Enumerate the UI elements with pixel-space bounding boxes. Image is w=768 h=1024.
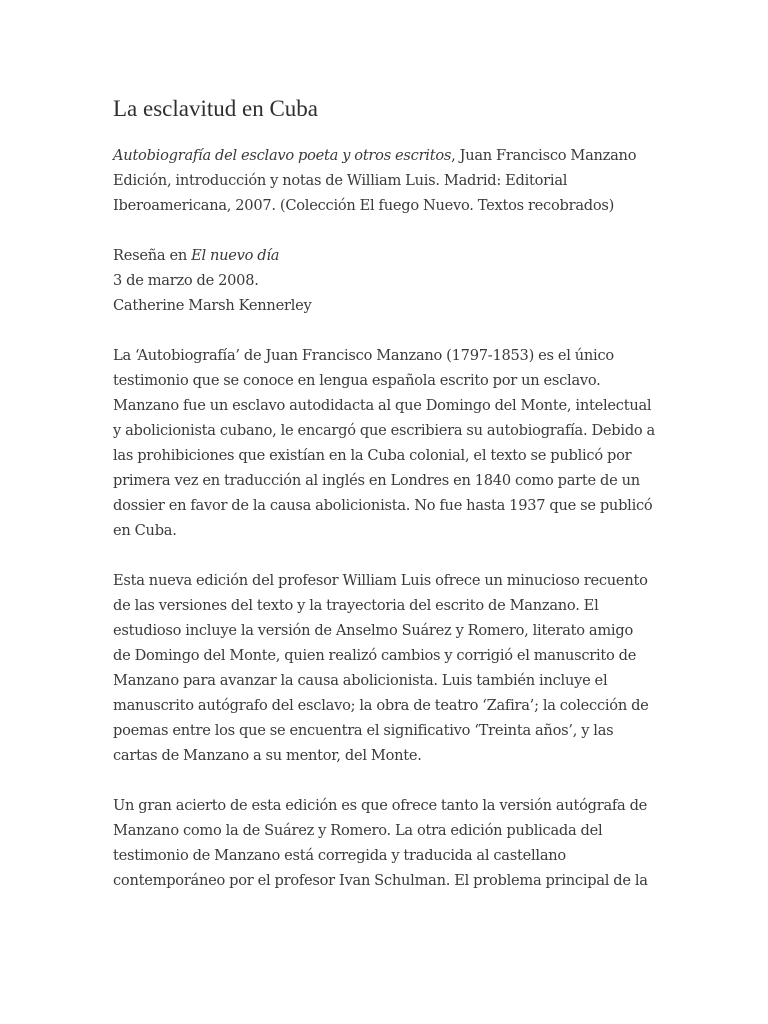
- paragraph-line: poemas entre los que se encuentra el significativo ‘Treinta años’, y las: [113, 722, 614, 739]
- bibliography-line: [113, 143, 658, 168]
- body-paragraph: [113, 343, 658, 543]
- paragraph-line: y abolicionista cubano, le encargó que escribiera su autobiografía. Debido a: [113, 422, 655, 439]
- bibliography: [113, 143, 658, 218]
- paragraph-line: de las versiones del texto y la trayectoria del escrito de Manzano. El: [113, 597, 599, 614]
- review-source: [113, 243, 658, 268]
- document-page: [113, 93, 658, 893]
- book-title: Autobiografía del esclavo poeta y otros escritos: [113, 147, 452, 164]
- article-body: [113, 343, 658, 893]
- paragraph-line: manuscrito autógrafo del esclavo; la obra de teatro ‘Zafira’; la colección de: [113, 697, 649, 714]
- paragraph-line: primera vez en traducción al inglés en Londres en 1840 como parte de un: [113, 472, 640, 489]
- paragraph-line: testimonio que se conoce en lengua española escrito por un esclavo.: [113, 372, 601, 389]
- paragraph-line: estudioso incluye la versión de Anselmo Suárez y Romero, literato amigo: [113, 622, 633, 639]
- book-author: , Juan Francisco Manzano: [451, 147, 637, 164]
- paragraph-line: las prohibiciones que existían en la Cuba colonial, el texto se publicó por: [113, 447, 632, 464]
- paragraph-line: en Cuba.: [113, 522, 177, 539]
- publication-name: El nuevo día: [191, 247, 280, 264]
- paragraph-line: Manzano como la de Suárez y Romero. La otra edición publicada del: [113, 822, 603, 839]
- paragraph-line: testimonio de Manzano está corregida y traducida al castellano: [113, 847, 566, 864]
- review-info: [113, 243, 658, 318]
- body-paragraph: [113, 793, 658, 893]
- paragraph-line: de Domingo del Monte, quien realizó cambios y corrigió el manuscrito de: [113, 647, 637, 664]
- review-prefix: Reseña en: [113, 247, 192, 264]
- paragraph-line: Manzano fue un esclavo autodidacta al que Domingo del Monte, intelectual: [113, 397, 652, 414]
- paragraph-line: Un gran acierto de esta edición es que ofrece tanto la versión autógrafa de: [113, 797, 648, 814]
- paragraph-line: contemporáneo por el profesor Ivan Schulman. El problema principal de la: [113, 872, 648, 889]
- body-paragraph: [113, 568, 658, 768]
- paragraph-line: dossier en favor de la causa abolicionista. No fue hasta 1937 que se publicó: [113, 497, 653, 514]
- bibliography-line: Iberoamericana, 2007. (Colección El fuego Nuevo. Textos recobrados): [113, 197, 615, 214]
- page-title: La esclavitud en Cuba: [113, 96, 319, 121]
- review-date: 3 de marzo de 2008.: [113, 272, 259, 289]
- paragraph-line: La ‘Autobiografía’ de Juan Francisco Manzano (1797-1853) es el único: [113, 347, 614, 364]
- paragraph-line: Esta nueva edición del profesor William Luis ofrece un minucioso recuento: [113, 572, 648, 589]
- paragraph-line: Manzano para avanzar la causa abolicionista. Luis también incluye el: [113, 672, 608, 689]
- bibliography-line: Edición, introducción y notas de William Luis. Madrid: Editorial: [113, 172, 568, 189]
- review-author: Catherine Marsh Kennerley: [113, 297, 312, 314]
- paragraph-line: cartas de Manzano a su mentor, del Monte.: [113, 747, 422, 764]
